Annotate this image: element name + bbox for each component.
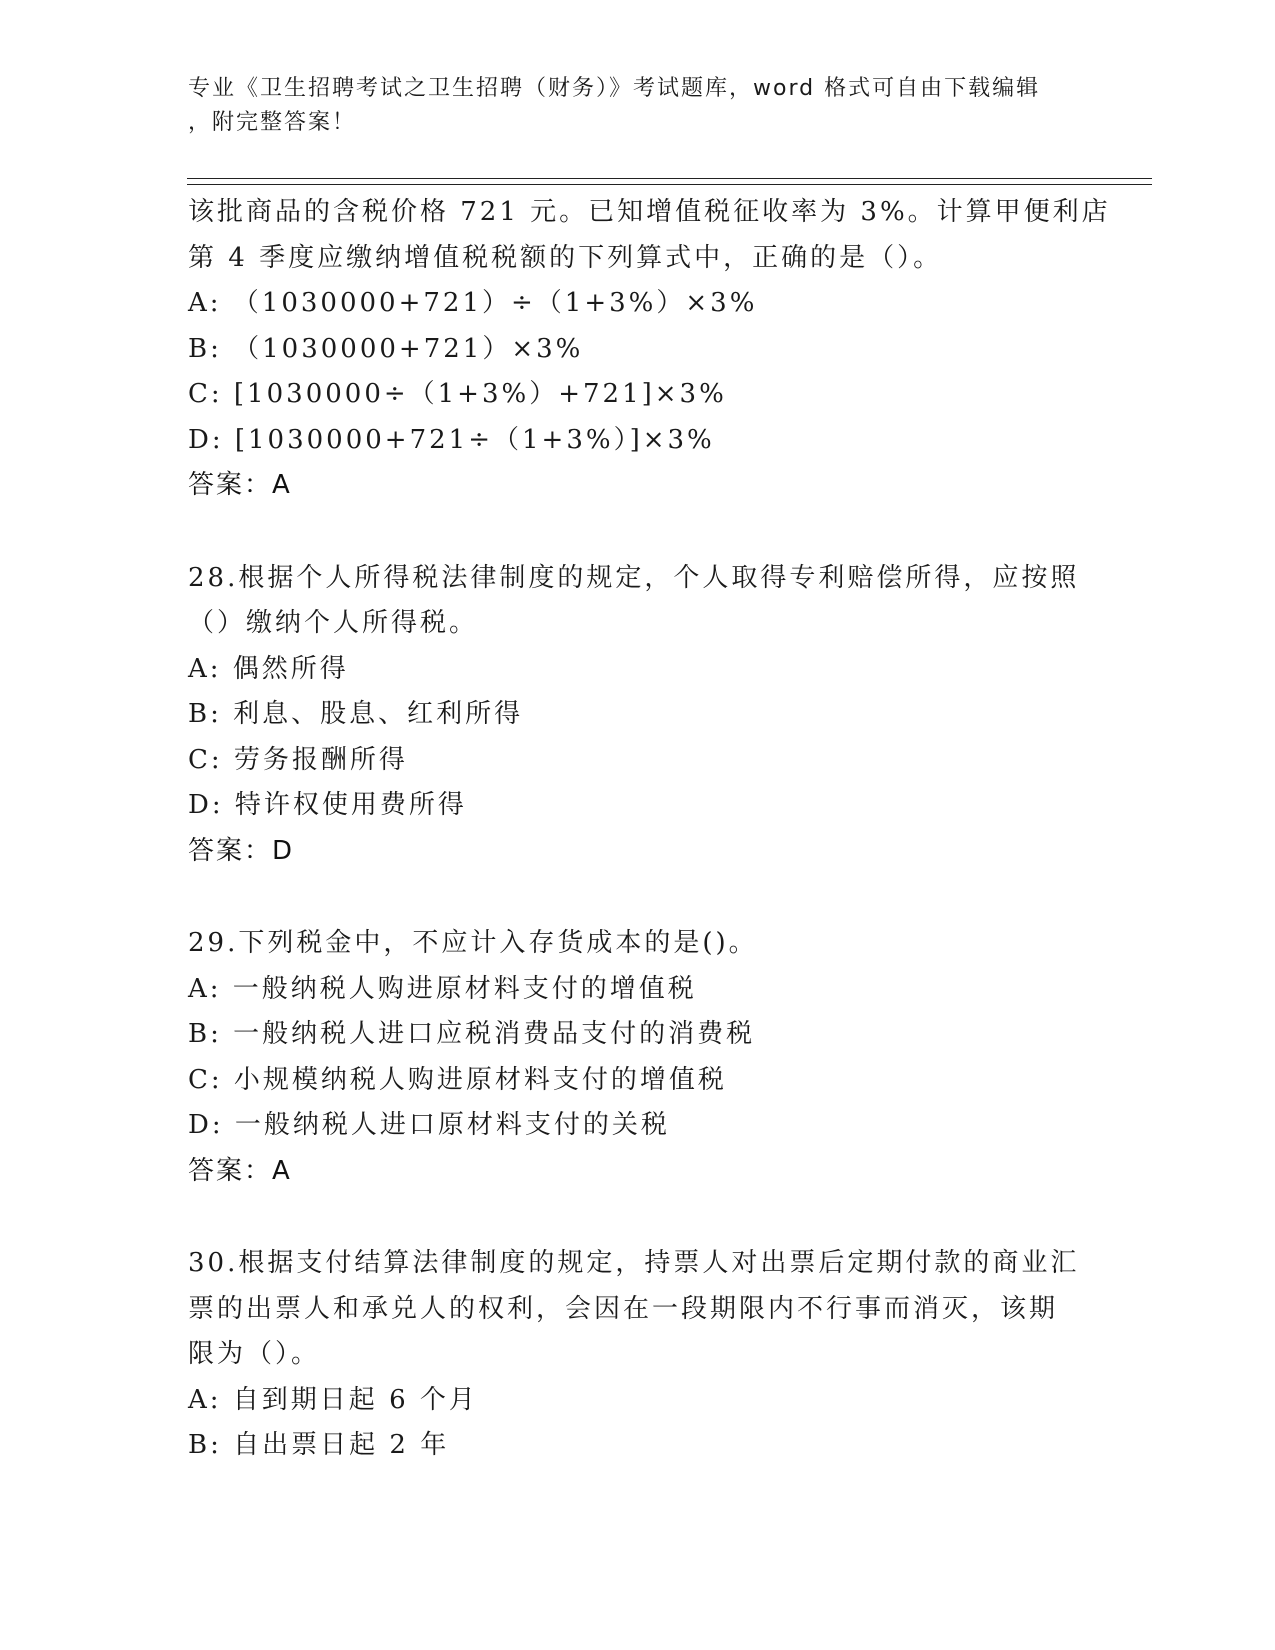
option-b: B: 利息、股息、红利所得 <box>188 699 524 729</box>
header-line-1: 专业《卫生招聘考试之卫生招聘（财务）》考试题库，word 格式可自由下载编辑 <box>188 76 1041 101</box>
question-27 <box>188 190 1111 509</box>
option-a: A: 一般纳税人购进原材料支付的增值税 <box>188 973 697 1004</box>
question-text: 29.下列税金中，不应计入存货成本的是()。 <box>188 928 758 958</box>
header-divider-top <box>187 178 1152 179</box>
question-text: 28.根据个人所得税法律制度的规定，个人取得专利赔偿所得，应按照 <box>188 562 1080 593</box>
option-c: C: [1030000÷（1+3%）+721]×3% <box>188 379 727 409</box>
question-28 <box>188 556 1088 875</box>
option-a: A: 自到期日起 6 个月 <box>188 1384 478 1415</box>
question-text: 该批商品的含税价格 721 元。已知增值税征收率为 3%。计算甲便利店 <box>188 197 1111 227</box>
option-d: D: 一般纳税人进口原材料支付的关税 <box>188 1110 670 1140</box>
question-30 <box>188 1241 1088 1469</box>
question-text: 30.根据支付结算法律制度的规定，持票人对出票后定期付款的商业汇 <box>188 1248 1080 1278</box>
option-c: C: 小规模纳税人购进原材料支付的增值税 <box>188 1064 727 1095</box>
question-list <box>188 190 1111 1469</box>
option-b: B: 一般纳税人进口应税消费品支付的消费税 <box>188 1019 756 1049</box>
document-header <box>188 72 1068 140</box>
option-a: A: （1030000+721）÷（1+3%）×3% <box>188 288 758 318</box>
option-b: B: 自出票日起 2 年 <box>188 1430 450 1460</box>
answer: 答案：A <box>188 470 292 500</box>
question-text: （）缴纳个人所得税。 <box>188 608 479 638</box>
option-c: C: 劳务报酬所得 <box>188 744 408 775</box>
answer: 答案：A <box>188 1155 292 1186</box>
question-text: 票的出票人和承兑人的权利，会因在一段期限内不行事而消灭，该期 <box>188 1293 1059 1324</box>
option-b: B: （1030000+721）×3% <box>188 333 584 364</box>
answer: 答案：D <box>188 835 295 866</box>
header-line-2: ，附完整答案！ <box>188 110 357 135</box>
question-29 <box>188 921 1088 1194</box>
header-divider-bottom <box>187 184 1152 185</box>
option-d: D: [1030000+721÷（1+3%）]×3% <box>188 424 715 455</box>
question-text: 第 4 季度应缴纳增值税税额的下列算式中，正确的是（）。 <box>188 242 943 273</box>
question-text: 限为（）。 <box>188 1339 321 1369</box>
option-d: D: 特许权使用费所得 <box>188 790 467 820</box>
option-a: A: 偶然所得 <box>188 653 349 684</box>
